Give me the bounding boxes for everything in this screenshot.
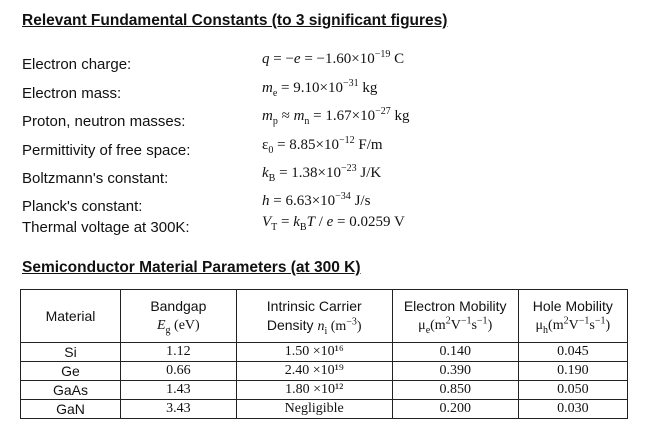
material-params-heading: Semiconductor Material Parameters (at 300 K): [22, 259, 361, 276]
constant-value-planck: $h = 6.63\times 10^{-34}$ J/s: [262, 191, 371, 209]
electron-mobility-value: 0.390: [392, 362, 518, 381]
bandgap-value: 0.66: [120, 362, 236, 381]
constant-label-permittivity: Permittivity of free space:: [22, 142, 191, 159]
header-electron-mobility: Electron Mobility $\mu_e(m^2V^{-1}s^{-1})$: [392, 290, 518, 343]
constant-label-thermal-voltage: Thermal voltage at 300K:: [22, 219, 190, 236]
hole-mobility-value: 0.045: [518, 343, 627, 362]
constant-value-electron-mass: $m_e = 9.10\times 10^{-31}$ kg: [262, 78, 378, 99]
constant-value-permittivity: $\varepsilon_0 = 8.85\times 10^{-12}$ F/m: [262, 135, 383, 156]
electron-mobility-value: 0.140: [392, 343, 518, 362]
material-name: Ge: [21, 362, 121, 381]
material-params-table: [20, 289, 628, 419]
constant-value-proton-neutron-mass: $m_p \approx m_n = 1.67\times 10^{-27}$ kg: [262, 106, 410, 127]
bandgap-value: 1.43: [120, 381, 236, 400]
constant-label-planck: Planck's constant:: [22, 198, 143, 215]
table-row: [21, 400, 628, 419]
hole-mobility-value: 0.050: [518, 381, 627, 400]
electron-mobility-value: 0.850: [392, 381, 518, 400]
hole-mobility-value: 0.190: [518, 362, 627, 381]
intrinsic-density-value: 1.80 ×10¹²: [236, 381, 392, 400]
header-hole-mobility: Hole Mobility $\mu_h(m^2V^{-1}s^{-1})$: [518, 290, 627, 343]
header-material: Material: [21, 290, 121, 343]
constant-value-electron-charge: $q = -e = -1.60\times 10^{-19}$ C: [262, 49, 405, 67]
table-row: [21, 362, 628, 381]
table-row: [21, 381, 628, 400]
intrinsic-density-value: 1.50 ×10¹⁶: [236, 343, 392, 362]
constant-value-thermal-voltage: $V_T = k_BT / e = 0.0259$ V: [262, 214, 405, 233]
header-intrinsic-density: Intrinsic Carrier Density $n_i$ $(m^{-3})$: [236, 290, 392, 343]
material-name: GaN: [21, 400, 121, 419]
intrinsic-density-value: 2.40 ×10¹⁹: [236, 362, 392, 381]
constant-label-electron-mass: Electron mass:: [22, 85, 122, 102]
hole-mobility-value: 0.030: [518, 400, 627, 419]
constant-label-boltzmann: Boltzmann's constant:: [22, 170, 169, 187]
constant-label-electron-charge: Electron charge:: [22, 56, 132, 73]
header-bandgap: Bandgap $E_g$ (eV): [120, 290, 236, 343]
table-row: [21, 343, 628, 362]
bandgap-value: 1.12: [120, 343, 236, 362]
material-name: Si: [21, 343, 121, 362]
table-header-row: [21, 290, 628, 343]
constant-value-boltzmann: $k_B = 1.38\times 10^{-23}$ J/K: [262, 163, 382, 184]
bandgap-value: 3.43: [120, 400, 236, 419]
constants-heading: Relevant Fundamental Constants (to 3 significant figures): [22, 12, 448, 29]
electron-mobility-value: 0.200: [392, 400, 518, 419]
constant-label-proton-neutron-mass: Proton, neutron masses:: [22, 113, 186, 130]
intrinsic-density-value: Negligible: [236, 400, 392, 419]
material-name: GaAs: [21, 381, 121, 400]
